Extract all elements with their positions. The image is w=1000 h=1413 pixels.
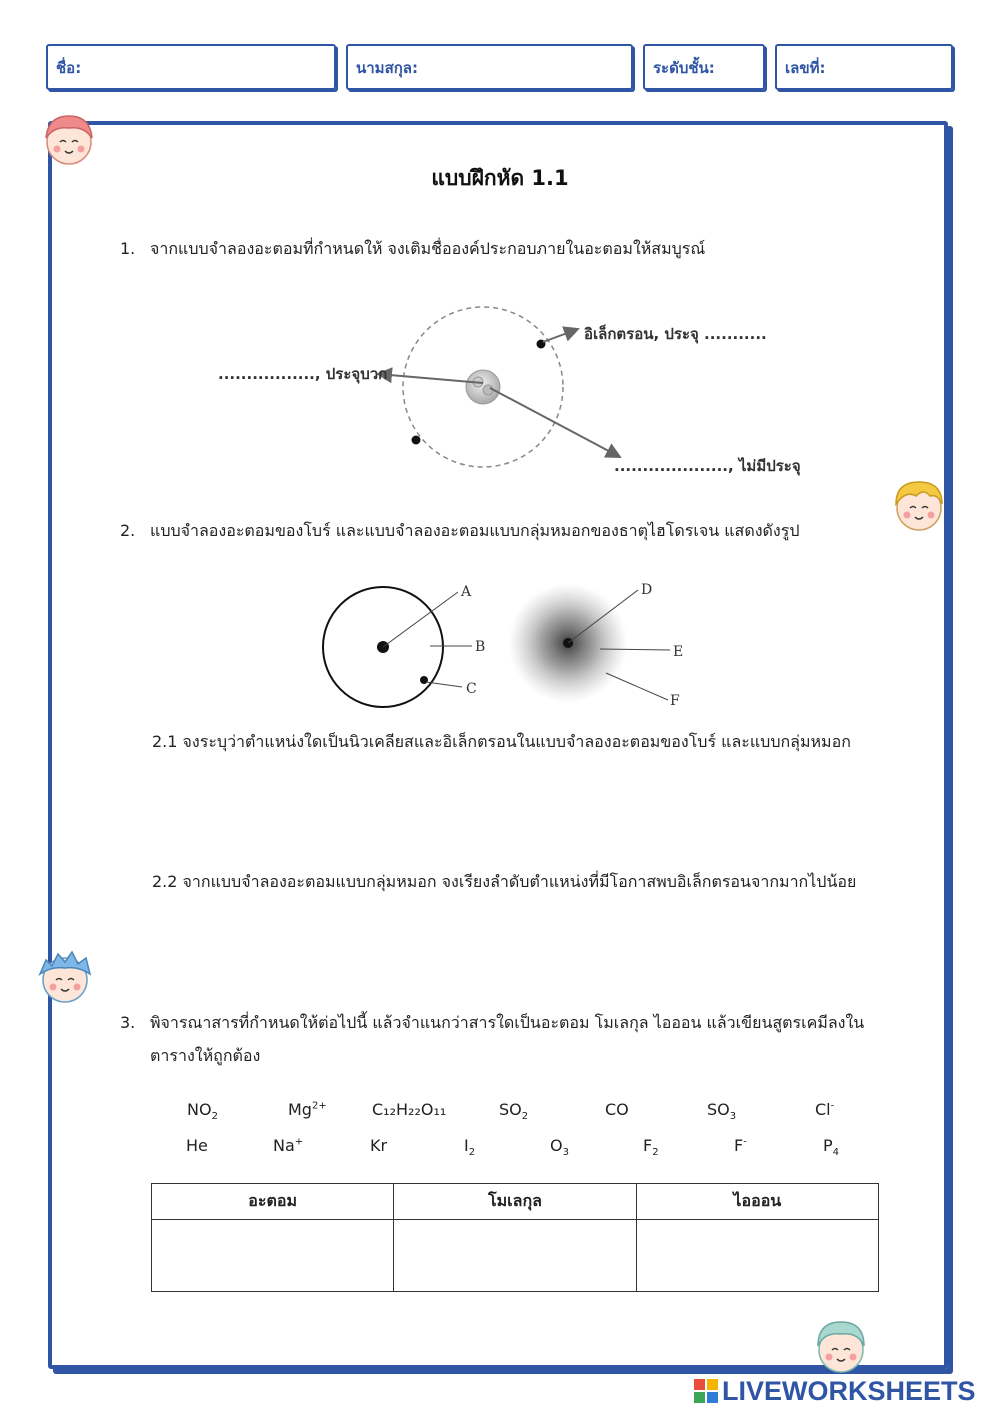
- teal-hair-face-icon: [810, 1316, 872, 1378]
- chemical-base: Kr: [370, 1136, 388, 1155]
- answer-table-header: [152, 1184, 879, 1220]
- question-3-text-line2: ตารางให้ถูกต้อง: [150, 1046, 261, 1065]
- chemical-formula: [550, 1136, 569, 1158]
- header-ion: ไอออน: [636, 1184, 878, 1220]
- answer-table: [151, 1183, 879, 1292]
- label-a: A: [461, 584, 472, 600]
- chemical-formula: [605, 1100, 629, 1119]
- boy-face-icon: [888, 474, 950, 536]
- question-2-text: แบบจำลองอะตอมของโบร์ และแบบจำลองอะตอมแบบกลุ่มหมอกของธาตุไฮโดรเจน แสดงดังรูป: [150, 521, 800, 540]
- chemical-superscript: 2+: [311, 1100, 327, 1112]
- question-3: [120, 1006, 864, 1072]
- header-molecule: โมเลกุล: [394, 1184, 636, 1220]
- chemical-superscript: -: [743, 1136, 747, 1148]
- chemical-base: I: [464, 1136, 469, 1155]
- positive-charge-label: ................., ประจุบวก: [218, 365, 388, 383]
- chemical-formula: [273, 1136, 303, 1155]
- chemical-formula: [186, 1136, 208, 1155]
- chemical-base: CO: [605, 1100, 629, 1119]
- chemical-formula: [372, 1100, 446, 1119]
- question-3-number: 3.: [120, 1013, 136, 1032]
- chemical-base: F: [734, 1136, 744, 1155]
- no-charge-label: ...................., ไม่มีประจุ: [614, 457, 801, 475]
- chemical-formula: [464, 1136, 475, 1158]
- question-1-number: 1.: [120, 239, 136, 258]
- question-1: [120, 232, 705, 265]
- ion-answer-cell[interactable]: [636, 1220, 878, 1292]
- chemical-subscript: 2: [652, 1147, 659, 1159]
- question-2-2: 2.2 จากแบบจำลองอะตอมแบบกลุ่มหมอก จงเรียงลำดับตำแหน่งที่มีโอกาสพบอิเล็กตรอนจากมากไปน้อย: [152, 872, 857, 891]
- question-3-text-line1: พิจารณาสารที่กำหนดให้ต่อไปนี้ แล้วจำแนกว่าสารใดเป็นอะตอม โมเลกุล ไอออน แล้วเขียนสูตรเคมีลงใน: [150, 1013, 865, 1032]
- number-label: เลขที่:: [785, 59, 826, 77]
- brand-logo: LIVEWORKSHEETS: [722, 1376, 976, 1406]
- chemical-formula: [288, 1100, 327, 1119]
- chemical-formula: [187, 1100, 218, 1122]
- question-2: [120, 514, 799, 547]
- bohr-and-cloud-diagram: [310, 575, 710, 710]
- chemical-subscript: 2: [211, 1111, 218, 1123]
- chemical-subscript: 3: [562, 1147, 569, 1159]
- chemical-base: C₁₂H₂₂O₁₁: [372, 1100, 447, 1119]
- girl-face-icon: [38, 108, 100, 170]
- chemical-base: Cl: [815, 1100, 831, 1119]
- chemical-base: P: [823, 1136, 833, 1155]
- name-label: ชื่อ:: [56, 59, 82, 77]
- chemical-base: O: [550, 1136, 563, 1155]
- question-2-number: 2.: [120, 521, 136, 540]
- question-2-1: 2.1 จงระบุว่าตำแหน่งใดเป็นนิวเคลียสและอิเล็กตรอนในแบบจำลองอะตอมของโบร์ และแบบกลุ่มหมอก: [152, 732, 851, 751]
- chemical-formula: [499, 1100, 528, 1122]
- label-b: B: [475, 639, 486, 655]
- chemical-base: F: [643, 1136, 653, 1155]
- name-field[interactable]: [46, 44, 336, 90]
- molecule-answer-cell[interactable]: [394, 1220, 636, 1292]
- chemical-subscript: 2: [468, 1147, 476, 1159]
- surname-label: นามสกุล:: [356, 59, 418, 77]
- chemical-base: He: [186, 1136, 208, 1155]
- number-field[interactable]: [775, 44, 953, 90]
- electron-label: อิเล็กตรอน, ประจุ ...........: [584, 325, 767, 343]
- question-1-text: จากแบบจำลองอะตอมที่กำหนดให้ จงเติมชื่อองค์ประกอบภายในอะตอมให้สมบูรณ์: [150, 239, 706, 258]
- blue-hair-face-icon: [34, 946, 96, 1008]
- label-f: F: [670, 693, 680, 709]
- chemical-base: Na: [273, 1136, 295, 1155]
- chemical-base: SO: [499, 1100, 522, 1119]
- chemical-subscript: 2: [521, 1111, 529, 1123]
- chemical-formula: [815, 1100, 834, 1119]
- surname-field[interactable]: [346, 44, 633, 90]
- chemical-base: NO: [187, 1100, 212, 1119]
- chemical-formula: [707, 1100, 736, 1122]
- grade-field[interactable]: [643, 44, 765, 90]
- chemical-subscript: 3: [729, 1111, 737, 1123]
- chemical-formula: [823, 1136, 839, 1158]
- answer-table-row: [152, 1220, 879, 1292]
- header-atom: อะตอม: [152, 1184, 394, 1220]
- page-title: แบบฝึกหัด 1.1: [431, 166, 569, 190]
- label-e: E: [673, 644, 684, 660]
- chemical-formula: [370, 1136, 387, 1155]
- bohr-electron: [420, 676, 428, 684]
- chemical-base: Mg: [288, 1100, 312, 1119]
- label-d: D: [641, 582, 653, 598]
- atom-answer-cell[interactable]: [152, 1220, 394, 1292]
- electron-2: [412, 436, 421, 445]
- chemical-formula: [643, 1136, 659, 1158]
- chemical-subscript: 4: [832, 1147, 840, 1159]
- label-c: C: [466, 681, 477, 697]
- grade-label: ระดับชั้น:: [653, 59, 715, 77]
- chemical-formula: [734, 1136, 747, 1155]
- nucleus: [466, 370, 500, 404]
- liveworksheets-logo-icon: [694, 1379, 718, 1403]
- chemical-base: SO: [707, 1100, 730, 1119]
- chemical-superscript: +: [294, 1136, 304, 1148]
- chemical-superscript: -: [830, 1100, 835, 1112]
